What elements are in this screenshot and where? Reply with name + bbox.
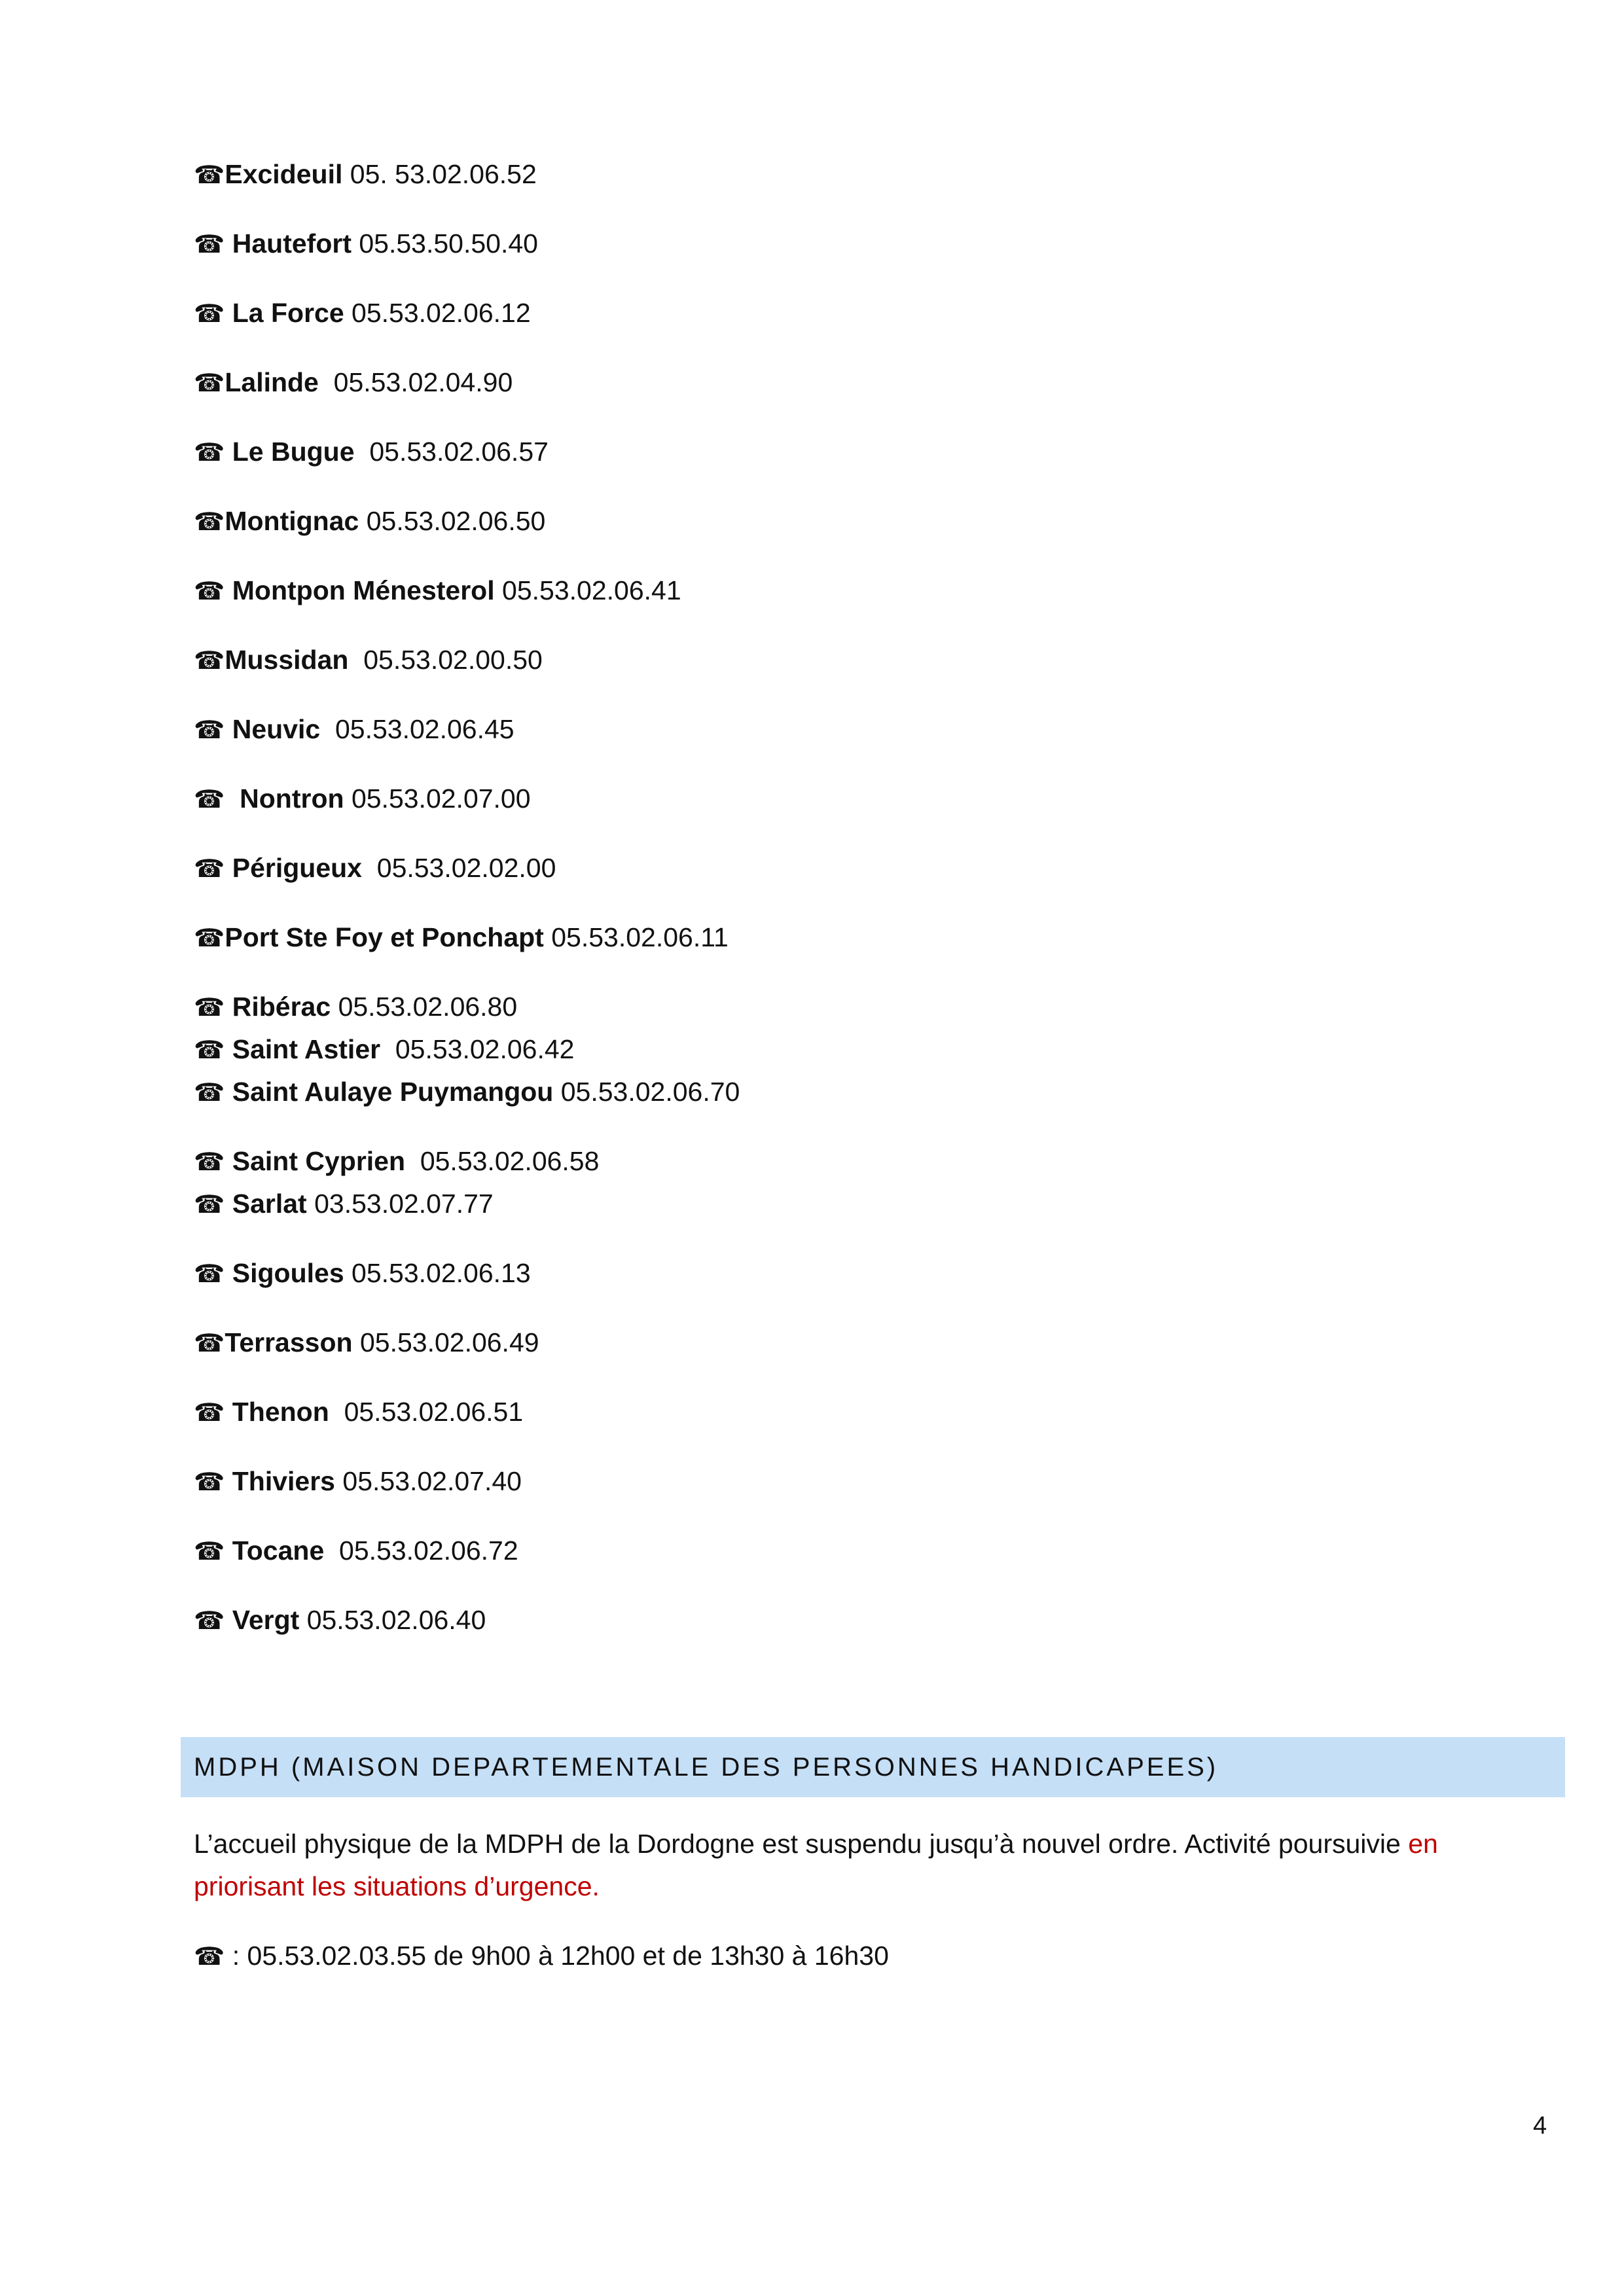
commune-name: Terrasson [225, 1327, 353, 1357]
phone-number: 05.53.02.06.42 [395, 1034, 575, 1064]
contact-line [194, 643, 543, 677]
phone-icon: ☎ [194, 1606, 225, 1635]
phone-number: 05.53.02.06.72 [339, 1535, 518, 1566]
phone-number: 05.53.02.07.00 [351, 783, 531, 814]
contact-line [194, 157, 537, 192]
commune-name: Neuvic [232, 714, 321, 744]
contact-line [194, 573, 681, 608]
mdph-notice-line-2: priorisant les situations d’urgence. [194, 1871, 600, 1901]
commune-name: Le Bugue [232, 437, 355, 467]
commune-name: Ribérac [232, 992, 331, 1022]
phone-icon: ☎ [194, 1190, 225, 1219]
phone-icon: ☎ [194, 577, 225, 605]
phone-icon: ☎ [194, 1035, 225, 1064]
phone-number: 05.53.02.04.90 [333, 367, 513, 397]
phone-icon: ☎ [194, 785, 225, 814]
phone-number: 05.53.02.06.12 [352, 298, 531, 328]
contact-line [194, 990, 517, 1024]
phone-icon: ☎ [194, 507, 225, 536]
mdph-notice-accent: en [1408, 1829, 1438, 1859]
phone-number: 05.53.02.06.58 [420, 1146, 600, 1176]
commune-name: Vergt [232, 1605, 300, 1635]
commune-name: Thenon [232, 1397, 329, 1427]
contact-line [194, 1187, 494, 1221]
contact-line [194, 365, 513, 400]
commune-name: Hautefort [232, 228, 352, 259]
phone-number: 05.53.02.06.11 [551, 922, 729, 952]
phone-number: 05.53.02.06.51 [344, 1397, 524, 1427]
contact-line [194, 712, 514, 747]
commune-name: Port Ste Foy et Ponchapt [225, 922, 544, 952]
phone-icon: ☎ [194, 438, 225, 467]
phone-icon: ☎ [194, 1537, 225, 1566]
contact-line [194, 851, 556, 886]
contact-line [194, 435, 549, 469]
commune-name: Tocane [232, 1535, 325, 1566]
contact-line [194, 1325, 539, 1360]
contact-line [194, 296, 531, 331]
phone-icon: ☎ [194, 1942, 225, 1971]
contact-line [194, 781, 531, 816]
page-number: 4 [1533, 2112, 1547, 2140]
commune-name: Sigoules [232, 1258, 344, 1288]
phone-number: 05.53.02.06.57 [369, 437, 549, 467]
commune-name: Thiviers [232, 1466, 335, 1496]
phone-icon: ☎ [194, 854, 225, 883]
phone-icon: ☎ [194, 160, 225, 189]
phone-icon: ☎ [194, 230, 225, 259]
commune-name: Sarlat [232, 1189, 307, 1219]
commune-name: Saint Astier [232, 1034, 381, 1064]
phone-number: 05.53.02.06.70 [560, 1077, 740, 1107]
phone-number: 05.53.02.02.00 [376, 853, 556, 883]
phone-number: 05. 53.02.06.52 [350, 159, 537, 189]
phone-number: 05.53.02.00.50 [363, 645, 543, 675]
commune-name: Saint Cyprien [232, 1146, 406, 1176]
commune-name: Saint Aulaye Puymangou [232, 1077, 554, 1107]
phone-number: 05.53.02.06.40 [306, 1605, 486, 1635]
phone-number: 05.53.02.07.40 [342, 1466, 522, 1496]
contact-line [194, 920, 729, 955]
mdph-section-heading [181, 1737, 1565, 1797]
phone-icon: ☎ [194, 1078, 225, 1107]
contact-line [194, 1603, 486, 1638]
phone-icon: ☎ [194, 1398, 225, 1427]
mdph-notice-text: L’accueil physique de la MDPH de la Dordogne est suspendu jusqu’à nouvel ordre. Activité poursuivie [194, 1829, 1409, 1859]
commune-name: Mussidan [225, 645, 349, 675]
phone-icon: ☎ [194, 924, 225, 952]
contact-line [194, 1256, 531, 1291]
phone-icon: ☎ [194, 299, 225, 328]
phone-number: 05.53.02.06.41 [502, 575, 681, 605]
contact-line [194, 1075, 740, 1109]
contact-line [194, 1395, 523, 1429]
phone-icon: ☎ [194, 1147, 225, 1176]
mdph-phone-line [194, 1939, 889, 1973]
phone-number: 05.53.02.06.50 [366, 506, 546, 536]
phone-number: 05.53.50.50.40 [359, 228, 538, 259]
commune-name: Nontron [240, 783, 344, 814]
phone-icon: ☎ [194, 646, 225, 675]
mdph-heading-text: MDPH (MAISON DEPARTEMENTALE DES PERSONNES HANDICAPEES) [194, 1753, 1219, 1782]
phone-icon: ☎ [194, 715, 225, 744]
contact-line [194, 1464, 522, 1499]
mdph-phone-text: : 05.53.02.03.55 de 9h00 à 12h00 et de 13h30 à 16h30 [225, 1941, 889, 1971]
phone-number: 03.53.02.07.77 [314, 1189, 494, 1219]
contact-line [194, 1032, 574, 1067]
contact-line [194, 1534, 518, 1568]
phone-number: 05.53.02.06.80 [338, 992, 518, 1022]
commune-name: Excideuil [225, 159, 343, 189]
phone-icon: ☎ [194, 368, 225, 397]
commune-name: Lalinde [225, 367, 319, 397]
commune-name: La Force [232, 298, 344, 328]
phone-number: 05.53.02.06.49 [359, 1327, 539, 1357]
mdph-notice-line-1 [194, 1827, 1438, 1861]
commune-name: Montignac [225, 506, 359, 536]
phone-icon: ☎ [194, 993, 225, 1022]
phone-number: 05.53.02.06.45 [335, 714, 514, 744]
contact-line [194, 1144, 599, 1179]
phone-number: 05.53.02.06.13 [352, 1258, 531, 1288]
phone-icon: ☎ [194, 1329, 225, 1357]
phone-icon: ☎ [194, 1467, 225, 1496]
phone-icon: ☎ [194, 1259, 225, 1288]
commune-name: Périgueux [232, 853, 362, 883]
contact-line [194, 504, 545, 539]
commune-name: Montpon Ménesterol [232, 575, 495, 605]
contact-line [194, 226, 538, 261]
